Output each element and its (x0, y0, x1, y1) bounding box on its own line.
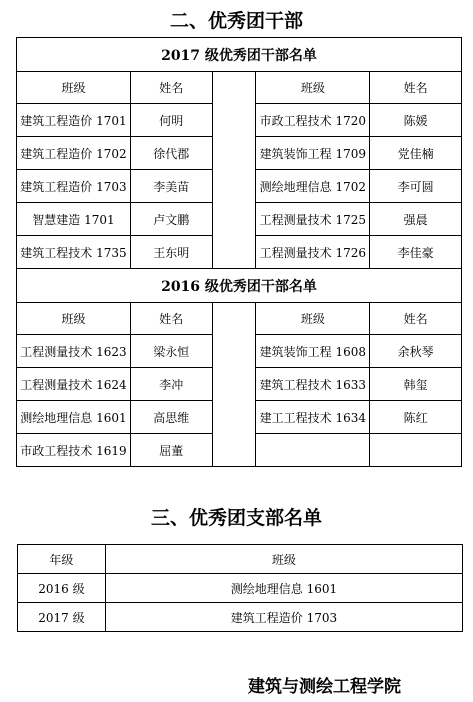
class-cell: 工程测量技术 1726 (256, 236, 370, 269)
class-cell: 建筑装饰工程 1608 (256, 335, 370, 368)
name-cell: 韩玺 (370, 368, 462, 401)
section-3-title: 三、优秀团支部名单 (150, 507, 322, 529)
excellent-cadre-table (16, 37, 462, 467)
spacer-cell (212, 303, 256, 467)
class-cell: 工程测量技术 1623 (17, 335, 131, 368)
class-cell: 工程测量技术 1624 (17, 368, 131, 401)
name-cell: 王东明 (130, 236, 212, 269)
excellent-branch-table (17, 544, 463, 632)
name-cell: 陈红 (370, 401, 462, 434)
table-row (18, 574, 463, 603)
name-cell: 李佳豪 (370, 236, 462, 269)
name-cell: 余秋琴 (370, 335, 462, 368)
class-cell: 建筑工程造价 1703 (105, 603, 462, 632)
class-cell: 测绘地理信息 1601 (105, 574, 462, 603)
class-cell: 建筑装饰工程 1709 (256, 137, 370, 170)
name-cell: 屈董 (130, 434, 212, 467)
class-cell: 市政工程技术 1619 (17, 434, 131, 467)
class-cell: 工程测量技术 1725 (256, 203, 370, 236)
header-class: 班级 (256, 72, 370, 104)
grade-cell: 2017 级 (18, 603, 106, 632)
class-cell (256, 434, 370, 467)
class-cell: 建筑工程技术 1633 (256, 368, 370, 401)
name-cell: 梁永恒 (130, 335, 212, 368)
name-cell: 强晨 (370, 203, 462, 236)
name-cell: 李可圆 (370, 170, 462, 203)
name-cell: 卢文鹏 (130, 203, 212, 236)
spacer-cell (212, 72, 256, 269)
class-cell: 建筑工程造价 1701 (17, 104, 131, 137)
class-cell: 市政工程技术 1720 (256, 104, 370, 137)
name-cell: 何明 (130, 104, 212, 137)
signature: 建筑与测绘工程学院 (248, 677, 401, 697)
class-cell: 建工工程技术 1634 (256, 401, 370, 434)
name-cell (370, 434, 462, 467)
class-cell: 测绘地理信息 1702 (256, 170, 370, 203)
name-cell: 陈媛 (370, 104, 462, 137)
header-name: 姓名 (130, 72, 212, 104)
class-cell: 智慧建造 1701 (17, 203, 131, 236)
caption-2016: 2016 级优秀团干部名单 (17, 269, 462, 303)
name-cell: 党佳楠 (370, 137, 462, 170)
grade-cell: 2016 级 (18, 574, 106, 603)
class-cell: 建筑工程技术 1735 (17, 236, 131, 269)
header-name: 姓名 (130, 303, 212, 335)
header-class: 班级 (17, 72, 131, 104)
header-class: 班级 (105, 545, 462, 574)
class-cell: 建筑工程造价 1703 (17, 170, 131, 203)
header-name: 姓名 (370, 303, 462, 335)
table-header-row (18, 545, 463, 574)
class-cell: 测绘地理信息 1601 (17, 401, 131, 434)
name-cell: 李美苗 (130, 170, 212, 203)
name-cell: 高思维 (130, 401, 212, 434)
class-cell: 建筑工程造价 1702 (17, 137, 131, 170)
section-2-title: 二、优秀团干部 (169, 10, 303, 32)
table-row (18, 603, 463, 632)
header-grade: 年级 (18, 545, 106, 574)
name-cell: 李冲 (130, 368, 212, 401)
header-name: 姓名 (370, 72, 462, 104)
caption-2017: 2017 级优秀团干部名单 (17, 38, 462, 72)
header-class: 班级 (17, 303, 131, 335)
header-class: 班级 (256, 303, 370, 335)
name-cell: 徐代郡 (130, 137, 212, 170)
